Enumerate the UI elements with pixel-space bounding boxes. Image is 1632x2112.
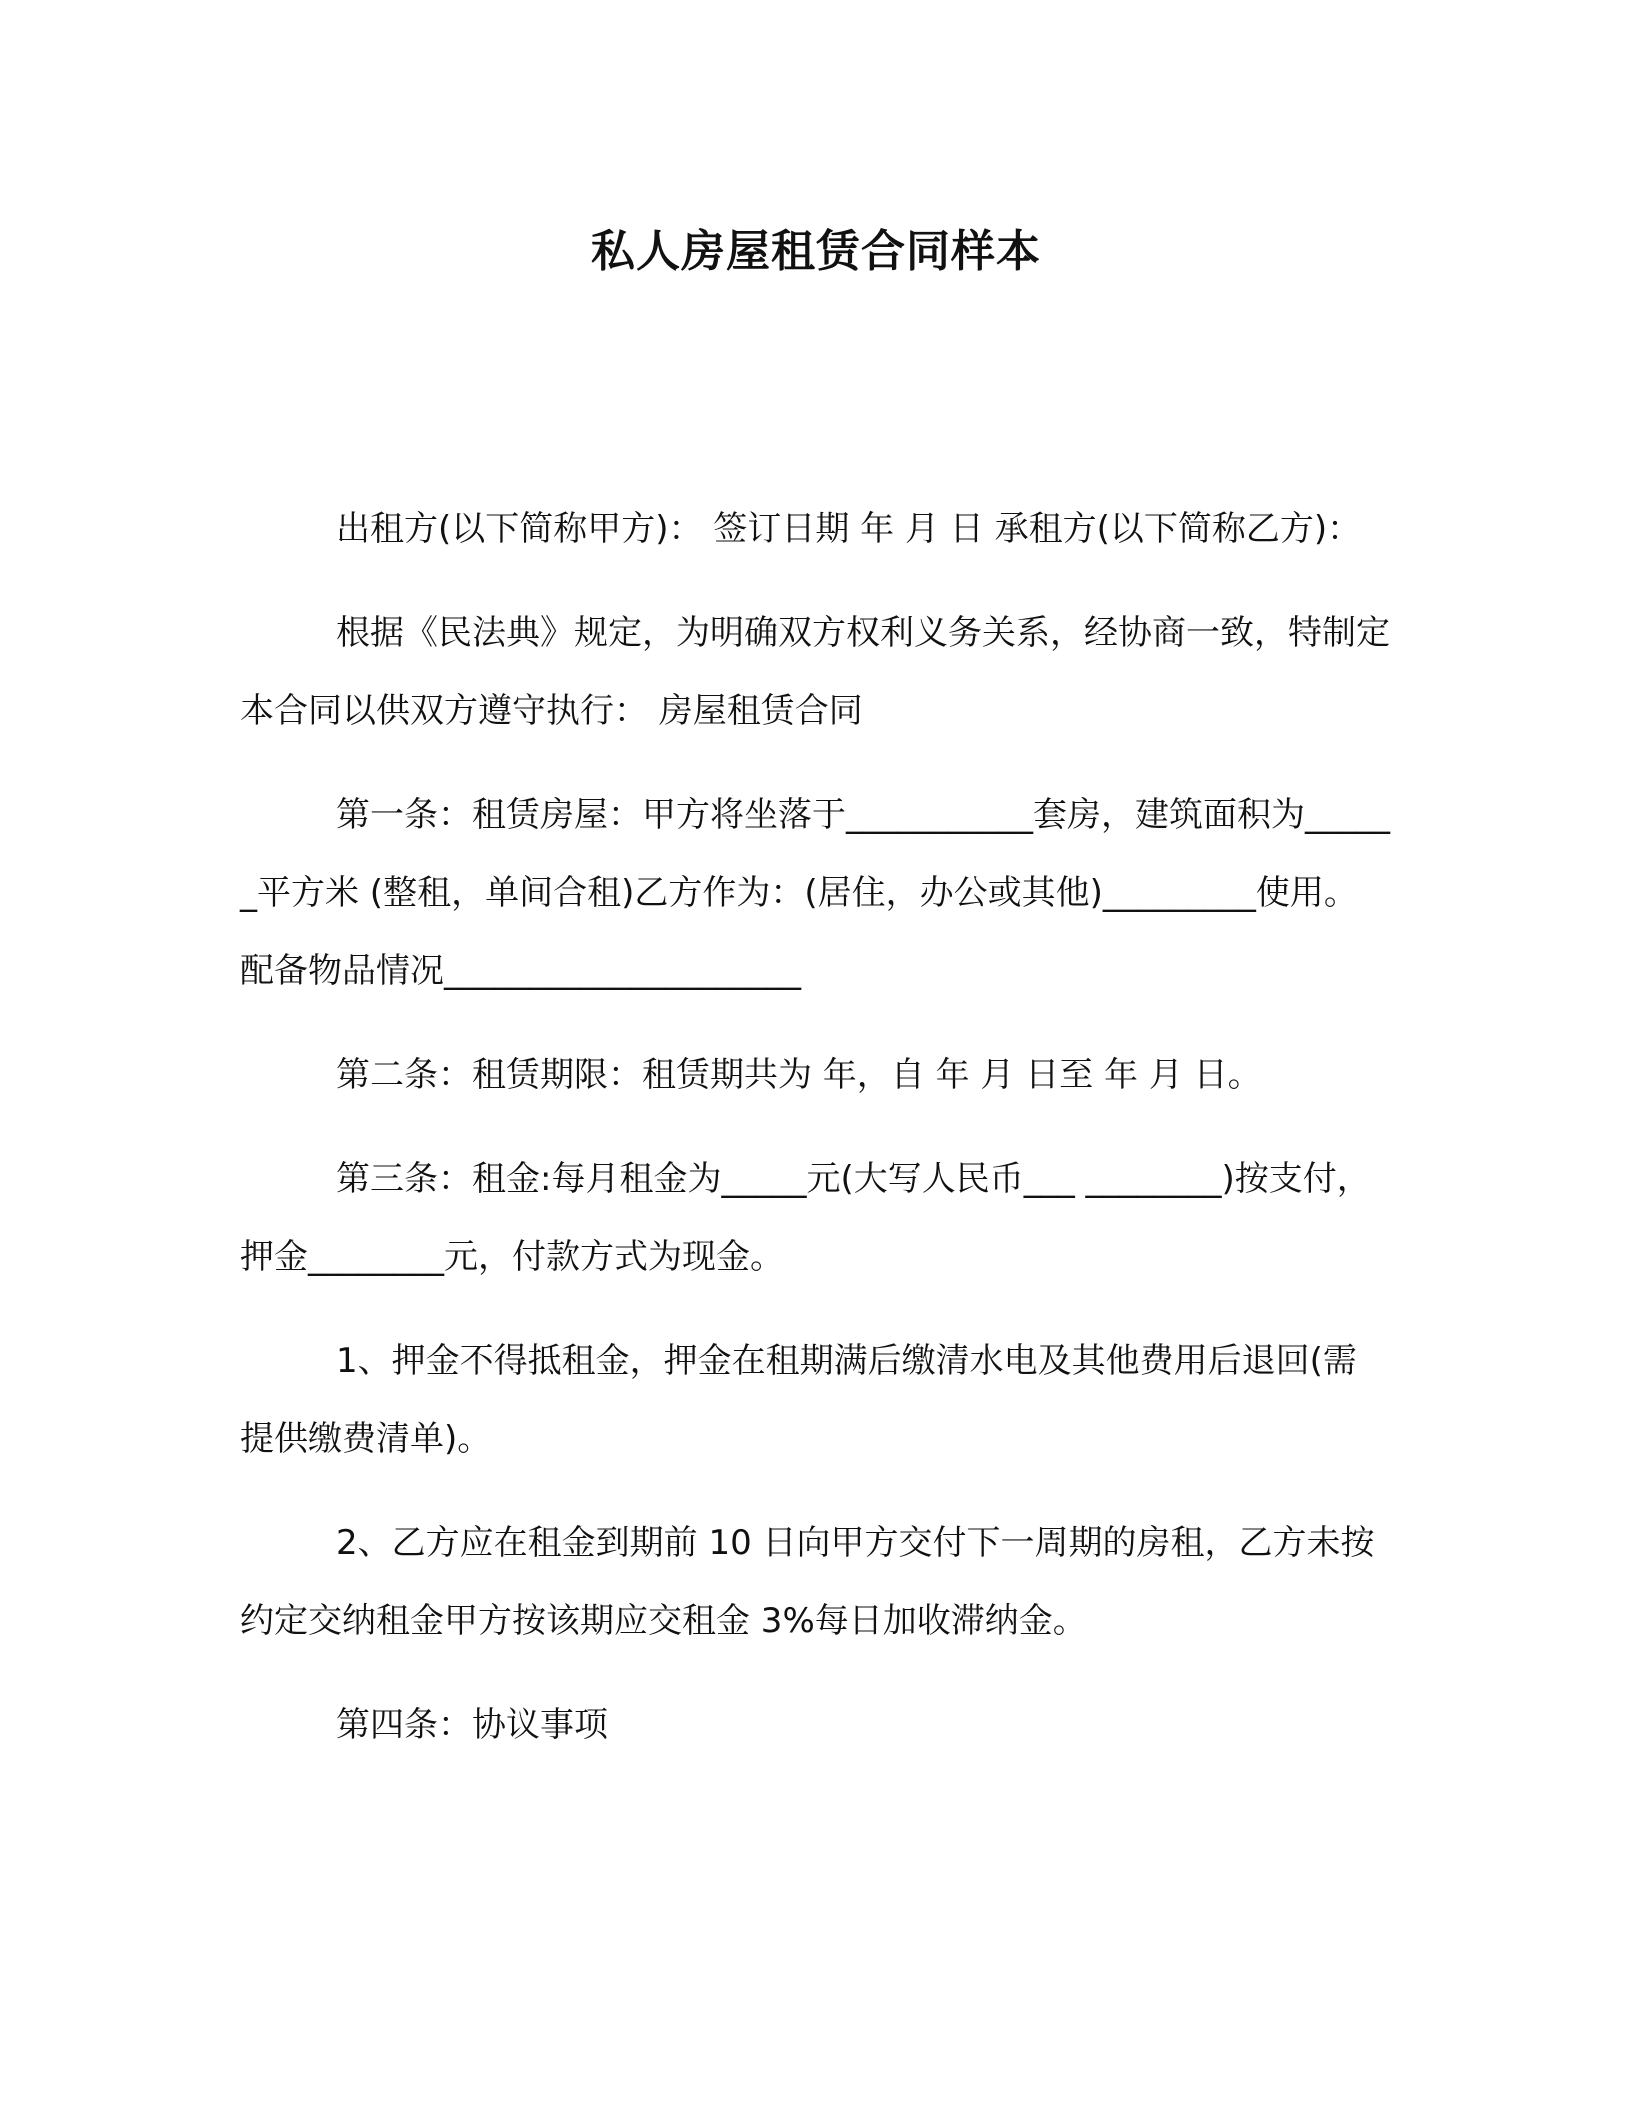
paragraph-clause-2: 2、乙方应在租金到期前 10 日向甲方交付下一周期的房租，乙方未按约定交纳租金甲方按该期应交租金 3%每日加收滞纳金。 xyxy=(240,1523,1375,1641)
paragraph-article-4: 第四条：协议事项 xyxy=(336,1705,608,1745)
paragraph-article-2: 第二条：租赁期限：租赁期共为 年，自 年 月 日至 年 月 日。 xyxy=(336,1055,1262,1095)
paragraph-preamble: 根据《民法典》规定，为明确双方权利义务关系，经协商一致，特制定本合同以供双方遵守执行： 房屋租赁合同 xyxy=(240,613,1390,731)
paragraph-article-3: 第三条：租金:每月租金为_____元(大写人民币___ ________)按支付，押金________元，付款方式为现金。 xyxy=(240,1159,1371,1277)
paragraph-clause-1: 1、押金不得抵租金，押金在租期满后缴清水电及其他费用后退回(需提供缴费清单)。 xyxy=(240,1341,1357,1459)
paragraph-article-1: 第一条：租赁房屋：甲方将坐落于___________套房，建筑面积为______平方米 (整租，单间合租)乙方作为：(居住，办公或其他)_________使用。配备物品情况_____________________ xyxy=(240,795,1390,991)
document-body xyxy=(240,490,1390,1790)
document-title: 私人房屋租赁合同样本 xyxy=(591,226,1041,277)
paragraph-parties: 出租方(以下简称甲方)： 签订日期 年 月 日 承租方(以下简称乙方)： xyxy=(336,509,1362,549)
